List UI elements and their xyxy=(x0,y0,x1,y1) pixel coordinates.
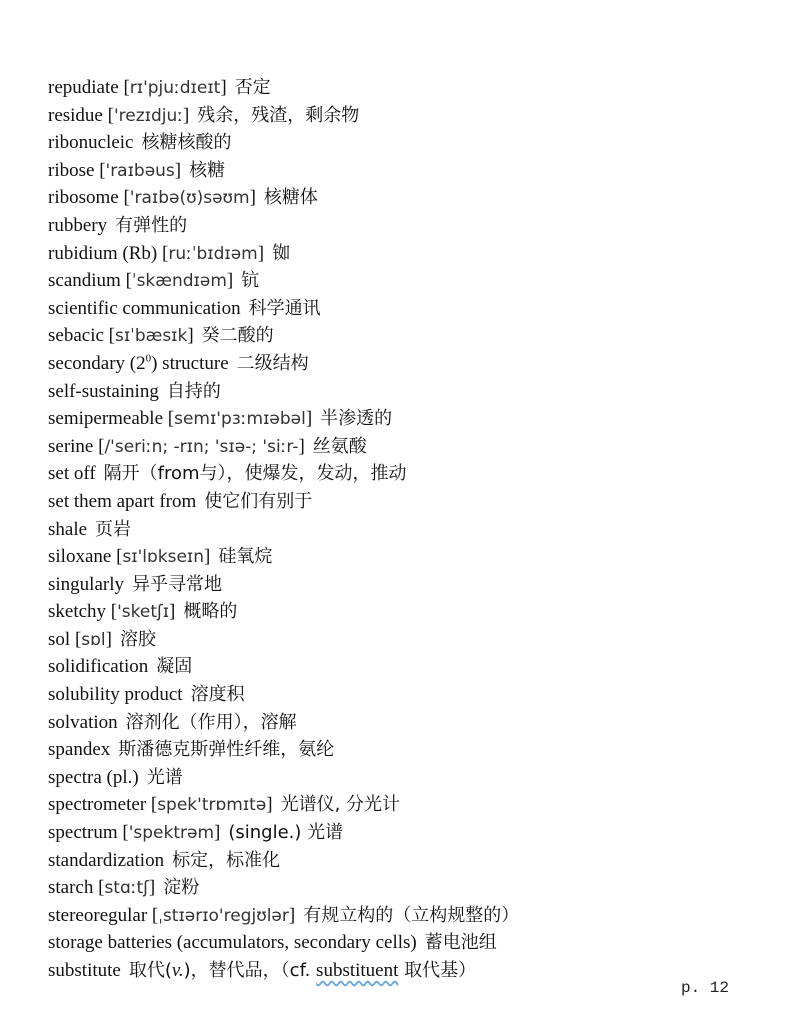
entry-definition: 残余，残渣，剩余物 xyxy=(197,104,360,126)
pron-open-bracket: [ xyxy=(162,242,169,264)
entry-term: sebacic xyxy=(48,325,104,347)
glossary-entry xyxy=(48,819,768,847)
glossary-entry xyxy=(48,488,768,516)
entry-definition: 溶剂化（作用），溶解 xyxy=(125,711,297,733)
entry-definition: 有弹性的 xyxy=(115,214,188,236)
glossary-entry xyxy=(48,681,768,709)
entry-term: spandex xyxy=(48,739,111,761)
entry-term: serine xyxy=(48,435,94,457)
entry-definition: 癸二酸的 xyxy=(201,325,274,347)
pron-open-bracket: [ xyxy=(74,628,82,650)
glossary-entry xyxy=(48,378,768,406)
glossary-entry xyxy=(48,598,768,626)
entry-term: spectrum xyxy=(48,822,118,844)
glossary-entry xyxy=(48,129,768,157)
pron-open-bracket: [ xyxy=(151,904,159,926)
entry-definition: 溶胶 xyxy=(119,628,156,650)
pron-close-bracket: ] xyxy=(204,546,211,568)
entry-term: storage batteries (accumulators, secondary cells) xyxy=(48,932,417,954)
pron-close-bracket: ] xyxy=(214,822,221,844)
entry-definition: 二级结构 xyxy=(236,352,309,374)
entry-term: standardization xyxy=(48,849,165,871)
entry-definition: 硅氧烷 xyxy=(218,546,273,568)
entry-definition-italic: v. xyxy=(171,960,184,981)
pron-close-bracket: ] xyxy=(174,159,182,181)
pron-close-bracket: ] xyxy=(105,628,112,650)
entry-pronunciation: 'spektrəm xyxy=(128,823,215,844)
entry-pronunciation: semɪ'pɜːmɪəbəl xyxy=(174,409,306,430)
entry-pronunciation: rɪ'pjuːdɪeɪt xyxy=(129,78,221,98)
entry-term: solvation xyxy=(48,711,118,733)
entry-term: shale xyxy=(48,518,88,540)
entry-pronunciation: 'rezɪdjuː xyxy=(113,105,183,126)
entry-definition: (single.) 光谱 xyxy=(228,822,344,844)
spellcheck-underlined-word: substituent xyxy=(316,960,399,981)
glossary-entry xyxy=(48,184,768,212)
entry-definition: 页岩 xyxy=(95,518,132,540)
glossary-entry xyxy=(48,709,768,737)
glossary-entry xyxy=(48,295,768,323)
entry-definition: 核糖 xyxy=(189,159,226,181)
glossary-entry xyxy=(48,433,768,461)
pron-open-bracket: [ xyxy=(107,104,114,126)
entry-pronunciation: sɒl xyxy=(81,629,106,650)
entry-term: singularly xyxy=(48,573,124,595)
entry-term: rubbery xyxy=(48,214,108,236)
entry-definition: 取代基） xyxy=(398,960,477,981)
entry-definition: 自持的 xyxy=(166,380,221,402)
pron-open-bracket: [ xyxy=(123,77,130,98)
entry-definition: 核糖体 xyxy=(263,187,318,209)
entry-pronunciation: ˌstɪərɪo'regjʊlər xyxy=(158,905,289,926)
entry-term: spectra (pl.) xyxy=(48,766,139,788)
entry-definition: 否定 xyxy=(234,77,271,98)
entry-term: secondary (2 xyxy=(48,352,146,374)
pron-open-bracket: [ xyxy=(123,187,130,209)
entry-term: starch xyxy=(48,877,94,899)
glossary-list xyxy=(48,74,768,985)
glossary-entry xyxy=(48,267,768,295)
entry-definition: 钪 xyxy=(241,270,260,292)
pron-close-bracket: ] xyxy=(182,104,190,126)
glossary-entry xyxy=(48,102,768,130)
pron-close-bracket: ] xyxy=(226,270,234,292)
entry-term: stereoregular xyxy=(48,904,148,926)
pron-open-bracket: [ xyxy=(99,159,106,181)
entry-definition: 光谱仪, 分光计 xyxy=(280,794,401,816)
entry-term: self-sustaining xyxy=(48,380,159,402)
pron-close-bracket: ] xyxy=(305,408,313,430)
glossary-entry xyxy=(48,626,768,654)
entry-pronunciation: 'raɪbəus xyxy=(105,160,175,181)
entry-term: substitute xyxy=(48,960,121,981)
entry-definition: 淀粉 xyxy=(163,877,200,899)
pron-open-bracket: [ xyxy=(167,408,175,430)
entry-definition: 取代( xyxy=(128,960,172,981)
glossary-entry xyxy=(48,240,768,268)
glossary-entry xyxy=(48,764,768,792)
entry-definition: 蓄电池组 xyxy=(424,932,497,954)
pron-open-bracket: [ xyxy=(122,822,129,844)
pron-open-bracket: [ xyxy=(108,325,115,347)
entry-term: scientific communication xyxy=(48,297,241,319)
entry-pronunciation: sɪˈbæsɪk xyxy=(114,326,188,347)
entry-definition: 有规立构的（立构规整的） xyxy=(303,904,520,926)
entry-pronunciation: ruːˈbɪdɪəm xyxy=(168,243,258,264)
entry-term: semipermeable xyxy=(48,408,164,430)
entry-term: ribosome xyxy=(48,187,119,209)
entry-definition: 凝固 xyxy=(156,656,193,678)
entry-definition: 使它们有别于 xyxy=(204,490,313,512)
entry-definition: 溶度积 xyxy=(190,684,245,706)
glossary-entry xyxy=(48,847,768,875)
glossary-entry xyxy=(48,460,768,488)
glossary-entry xyxy=(48,516,768,544)
pron-open-bracket: [ xyxy=(110,601,118,623)
glossary-entry xyxy=(48,543,768,571)
entry-term: set off xyxy=(48,463,96,485)
entry-definition: 隔开（from与），使爆发，发动，推动 xyxy=(103,463,407,485)
entry-definition: 核糖核酸的 xyxy=(141,132,232,154)
entry-term: ribose xyxy=(48,159,95,181)
entry-term: scandium xyxy=(48,270,121,292)
entry-definition: )，替代品，（cf. xyxy=(183,960,317,981)
entry-term: siloxane xyxy=(48,546,112,568)
entry-definition: 异乎寻常地 xyxy=(132,573,222,595)
pron-close-bracket: ] xyxy=(220,77,227,98)
entry-pronunciation: ˈskændɪəm xyxy=(131,271,227,292)
glossary-entry xyxy=(48,322,768,350)
pron-open-bracket: [ xyxy=(98,877,105,899)
entry-pronunciation: sɪ'lɒkseɪn xyxy=(122,547,205,568)
pron-open-bracket: [ xyxy=(116,546,123,568)
glossary-entry xyxy=(48,902,768,930)
pron-close-bracket: ] xyxy=(298,435,305,457)
entry-term: residue xyxy=(48,104,103,126)
entry-term: sol xyxy=(48,628,71,650)
pron-close-bracket: ] xyxy=(169,601,176,623)
entry-term: solubility product xyxy=(48,684,183,706)
pron-close-bracket: ] xyxy=(266,794,273,816)
entry-term: set them apart from xyxy=(48,490,197,512)
entry-term: rubidium (Rb) xyxy=(48,242,158,264)
pron-open-bracket: [ xyxy=(98,435,105,457)
entry-pronunciation: spek'trɒmɪtə xyxy=(157,795,267,816)
entry-term: ribonucleic xyxy=(48,132,134,154)
entry-term-superscript: 0 xyxy=(145,352,152,365)
pron-open-bracket: [ xyxy=(125,270,132,292)
glossary-entry xyxy=(48,653,768,681)
glossary-entry xyxy=(48,405,768,433)
entry-term: spectrometer xyxy=(48,794,147,816)
entry-definition: 斯潘德克斯弹性纤维，氨纶 xyxy=(118,739,335,761)
entry-term: ) structure xyxy=(151,352,229,374)
glossary-entry xyxy=(48,212,768,240)
entry-pronunciation: /'seriːn; -rɪn; 'sɪə-; 'siːr- xyxy=(104,436,299,457)
entry-definition: 标定，标准化 xyxy=(172,849,281,871)
page-number: p. 12 xyxy=(681,979,730,997)
entry-pronunciation: 'raɪbə(ʊ)səʊm xyxy=(129,188,250,209)
glossary-entry xyxy=(48,157,768,185)
entry-term: sketchy xyxy=(48,601,107,623)
glossary-entry xyxy=(48,736,768,764)
glossary-entry xyxy=(48,74,768,102)
entry-definition: 半渗透的 xyxy=(320,408,393,430)
entry-definition: 铷 xyxy=(272,242,291,264)
glossary-entry xyxy=(48,791,768,819)
glossary-entry xyxy=(48,874,768,902)
entry-term: solidification xyxy=(48,656,149,678)
entry-definition: 丝氨酸 xyxy=(312,435,367,457)
glossary-entry xyxy=(48,957,768,985)
pron-close-bracket: ] xyxy=(288,904,296,926)
pron-close-bracket: ] xyxy=(148,877,156,899)
glossary-entry xyxy=(48,350,768,378)
pron-close-bracket: ] xyxy=(257,242,265,264)
glossary-entry xyxy=(48,929,768,957)
glossary-entry xyxy=(48,571,768,599)
pron-close-bracket: ] xyxy=(187,325,194,347)
entry-pronunciation: 'sketʃɪ xyxy=(117,602,170,623)
pron-close-bracket: ] xyxy=(249,187,256,209)
entry-term: repudiate xyxy=(48,77,119,98)
entry-pronunciation: stɑːtʃ xyxy=(104,878,149,899)
entry-definition: 光谱 xyxy=(146,766,183,788)
pron-open-bracket: [ xyxy=(150,794,158,816)
entry-definition: 概略的 xyxy=(183,601,238,623)
entry-definition: 科学通讯 xyxy=(248,297,321,319)
